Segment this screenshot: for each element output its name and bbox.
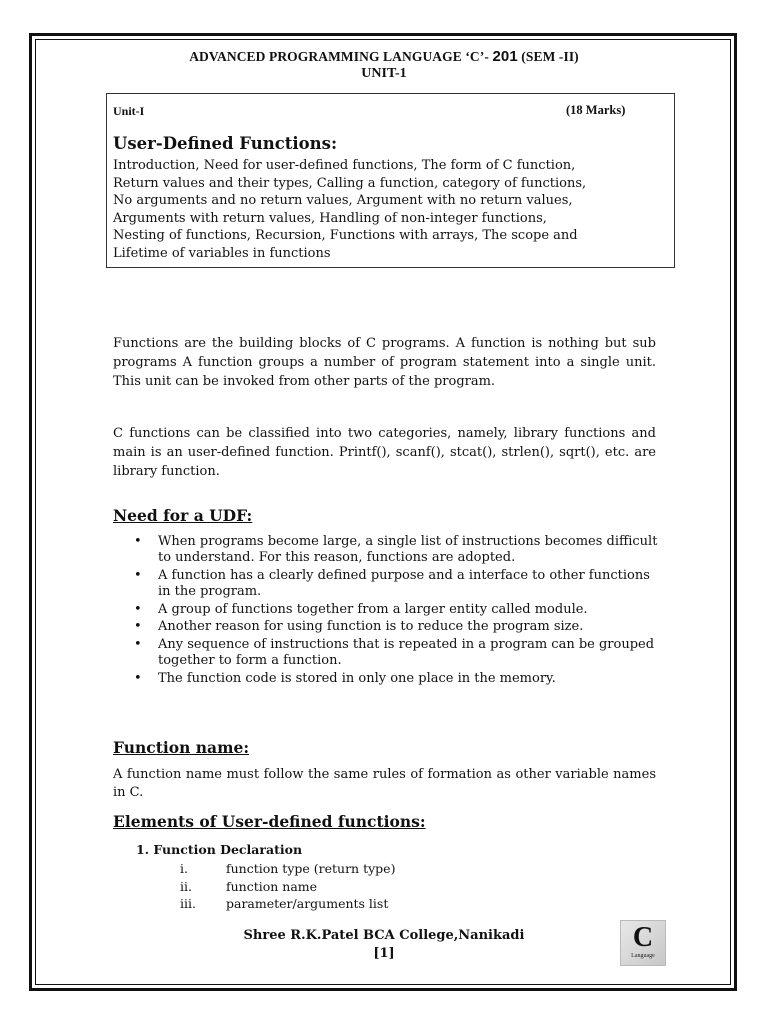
list-item <box>131 602 661 618</box>
footer-college: Shree R.K.Patel BCA College,Nanikadi <box>243 928 525 943</box>
list-item <box>180 895 395 913</box>
list-item-text: The function code is stored in only one place in the memory. <box>158 670 556 686</box>
syllabus-line: No arguments and no return values, Argument with no return values, <box>113 193 573 209</box>
logo-caption: Language <box>631 953 655 959</box>
page-number: [1] <box>373 946 395 961</box>
list-item <box>131 534 661 566</box>
bullet-icon: • <box>134 619 142 635</box>
list-item <box>131 671 661 687</box>
intro-paragraph: Functions are the building blocks of C programs. A function is nothing but sub programs A function groups a number of program statement into a single unit. This unit can be invoked from other parts of the program. <box>113 336 656 389</box>
elements-heading: Elements of User-defined functions: <box>113 812 426 831</box>
course-title-suffix: (SEM -II) <box>517 49 579 64</box>
roman-numeral: i. <box>180 861 188 876</box>
syllabus-line: Arguments with return values, Handling of non-integer functions, <box>113 210 547 226</box>
syllabus-line: Return values and their types, Calling a function, category of functions, <box>113 175 587 191</box>
list-item-text: Another reason for using function is to reduce the program size. <box>158 619 584 635</box>
list-item <box>131 619 661 635</box>
list-item <box>131 568 661 600</box>
list-item-text: function type (return type) <box>226 861 396 876</box>
need-udf-heading: Need for a UDF: <box>113 506 253 525</box>
unit-label: Unit-I <box>113 104 145 118</box>
list-item-text: A group of functions together from a larger entity called module. <box>158 601 588 617</box>
list-item-text: function name <box>226 878 318 894</box>
syllabus-line: Nesting of functions, Recursion, Functions with arrays, The scope and <box>113 228 578 244</box>
need-udf-list <box>131 534 661 688</box>
course-code: 201 <box>492 48 518 65</box>
function-name-heading: Function name: <box>113 738 250 757</box>
function-declaration-item: 1. Function Declaration <box>136 842 303 857</box>
roman-numeral: ii. <box>180 878 192 894</box>
declaration-parts-list <box>180 860 395 913</box>
bullet-icon: • <box>134 567 142 583</box>
bullet-icon: • <box>134 534 142 549</box>
course-title-prefix: ADVANCED PROGRAMMING LANGUAGE ‘C’- <box>189 49 493 64</box>
list-item-text: parameter/arguments list <box>226 896 389 911</box>
list-item-text: A function has a clearly defined purpose and a interface to other functions in the program. <box>158 567 650 599</box>
marks-label: (18 Marks) <box>566 103 626 117</box>
bullet-icon: • <box>134 636 142 652</box>
c-language-logo <box>620 920 666 966</box>
syllabus-line: Lifetime of variables in functions <box>113 245 331 261</box>
list-item <box>131 637 661 669</box>
syllabus-line: Introduction, Need for user-defined functions, The form of C function, <box>113 158 576 173</box>
bullet-icon: • <box>134 601 142 617</box>
list-item <box>180 860 395 878</box>
list-item <box>180 878 395 896</box>
bullet-icon: • <box>134 670 142 686</box>
list-item-text: Any sequence of instructions that is repeated in a program can be grouped together to form a function. <box>158 636 655 668</box>
categories-paragraph: C functions can be classified into two categories, namely, library functions and main is an user-defined function. Printf(), scanf(), stcat(), strlen(), sqrt(), etc. are library function. <box>113 426 656 479</box>
list-item-text: When programs become large, a single list of instructions becomes difficult to understand. For this reason, functions are adopted. <box>158 534 658 566</box>
syllabus-heading: User-Defined Functions: <box>113 134 338 153</box>
function-name-paragraph: A function name must follow the same rules of formation as other variable names in C. <box>113 767 656 800</box>
syllabus-topics <box>113 157 669 263</box>
unit-title: UNIT-1 <box>361 66 407 81</box>
roman-numeral: iii. <box>180 896 196 911</box>
course-title <box>0 48 768 65</box>
logo-letter: C <box>632 922 654 953</box>
